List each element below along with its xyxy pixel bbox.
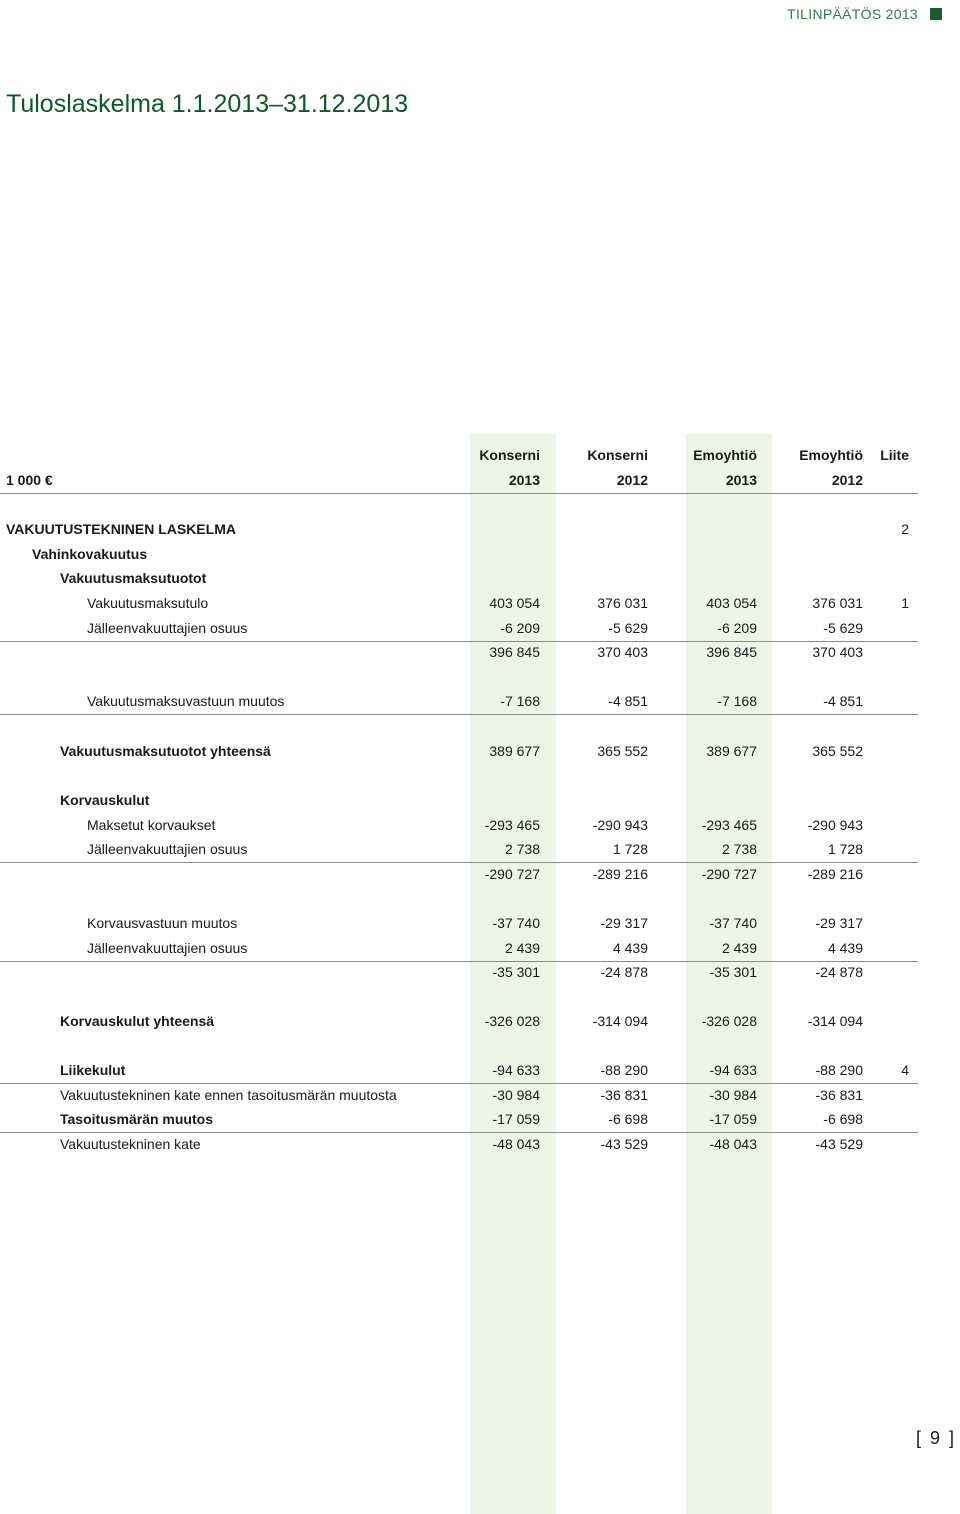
- column-header: Emoyhtiö: [693, 447, 757, 463]
- table-row: [0, 789, 918, 813]
- row-label: Korvauskulut yhteensä: [60, 1013, 215, 1029]
- cell: 396 845: [706, 644, 757, 660]
- cell: -88 290: [815, 1062, 863, 1078]
- cell: -6 698: [823, 1111, 863, 1127]
- page-number: [ 9 ]: [915, 1428, 956, 1448]
- cell: -29 317: [815, 915, 863, 931]
- cell: -88 290: [600, 1062, 648, 1078]
- cell: 1 728: [827, 841, 863, 857]
- cell: 1 728: [612, 841, 648, 857]
- cell: -293 465: [484, 817, 540, 833]
- cell: -48 043: [492, 1136, 540, 1152]
- cell: -290 727: [484, 866, 540, 882]
- report-header: [787, 6, 942, 22]
- table-row: [0, 641, 918, 665]
- cell: -94 633: [492, 1062, 540, 1078]
- cell: -326 028: [484, 1013, 540, 1029]
- cell: -30 984: [709, 1087, 757, 1103]
- cell: -289 216: [592, 866, 648, 882]
- cell: -314 094: [807, 1013, 863, 1029]
- cell: -35 301: [709, 964, 757, 980]
- row-label: VAKUUTUSTEKNINEN LASKELMA: [6, 521, 236, 537]
- cell: 376 031: [812, 595, 863, 611]
- cell: 365 552: [812, 743, 863, 759]
- cell: -6 209: [717, 620, 757, 636]
- cell: -326 028: [701, 1013, 757, 1029]
- row-label: Vakuutusmaksutulo: [87, 595, 209, 611]
- year-header: 2012: [616, 472, 648, 488]
- cell: -48 043: [709, 1136, 757, 1152]
- year-header: 2012: [831, 472, 863, 488]
- column-header: Emoyhtiö: [799, 447, 863, 463]
- table-row: [0, 1133, 918, 1157]
- table-row: [0, 518, 918, 542]
- cell: -7 168: [500, 693, 540, 709]
- note-ref: 2: [901, 521, 909, 537]
- row-label: Jälleenvakuuttajien osuus: [87, 841, 248, 857]
- table-row: [0, 592, 918, 616]
- cell: -17 059: [709, 1111, 757, 1127]
- cell: 365 552: [597, 743, 648, 759]
- row-label: Vahinkovakuutus: [32, 546, 148, 562]
- cell: -6 209: [500, 620, 540, 636]
- cell: -290 943: [592, 817, 648, 833]
- cell: -290 727: [701, 866, 757, 882]
- note-ref: 1: [901, 595, 909, 611]
- cell: -6 698: [608, 1111, 648, 1127]
- cell: -4 851: [823, 693, 863, 709]
- year-header-row: [0, 469, 918, 494]
- row-label: Maksetut korvaukset: [87, 817, 216, 833]
- table-row: [0, 1059, 918, 1084]
- row-label: Vakuutustekninen kate ennen tasoitusmärän muutosta: [60, 1087, 397, 1103]
- table-row: [0, 814, 918, 838]
- table-row: [0, 543, 918, 567]
- table-row: [0, 1084, 918, 1108]
- cell: -30 984: [492, 1087, 540, 1103]
- year-header: 2013: [508, 472, 540, 488]
- cell: 2 439: [721, 940, 757, 956]
- table-row: [0, 690, 918, 715]
- table-row: [0, 863, 918, 887]
- cell: -17 059: [492, 1111, 540, 1127]
- cell: 389 677: [706, 743, 757, 759]
- cell: -37 740: [709, 915, 757, 931]
- cell: -4 851: [608, 693, 648, 709]
- row-label: Korvauskulut: [60, 792, 150, 808]
- table-row: [0, 617, 918, 642]
- cell: -7 168: [717, 693, 757, 709]
- row-label: Korvausvastuun muutos: [87, 915, 238, 931]
- cell: -5 629: [823, 620, 863, 636]
- cell: -5 629: [608, 620, 648, 636]
- cell: -289 216: [807, 866, 863, 882]
- cell: 396 845: [489, 644, 540, 660]
- cell: 2 738: [721, 841, 757, 857]
- table-row: [0, 961, 918, 985]
- cell: -24 878: [600, 964, 648, 980]
- row-label: Vakuutusmaksutuotot yhteensä: [60, 743, 271, 759]
- green-square-icon: [930, 8, 942, 20]
- row-label: Liikekulut: [60, 1062, 126, 1078]
- cell: 4 439: [827, 940, 863, 956]
- row-label: Jälleenvakuuttajien osuus: [87, 620, 248, 636]
- cell: -37 740: [492, 915, 540, 931]
- column-header: Konserni: [479, 447, 540, 463]
- table-row: [0, 838, 918, 863]
- cell: -290 943: [807, 817, 863, 833]
- column-header: Liite: [880, 447, 909, 463]
- cell: 389 677: [489, 743, 540, 759]
- table-row: [0, 937, 918, 962]
- cell: 4 439: [612, 940, 648, 956]
- column-header-row: [0, 444, 918, 468]
- cell: 403 054: [706, 595, 757, 611]
- cell: 2 439: [504, 940, 540, 956]
- cell: -29 317: [600, 915, 648, 931]
- report-label: TILINPÄÄTÖS 2013: [787, 6, 918, 22]
- table-row: [0, 1108, 918, 1133]
- table-row: [0, 740, 918, 764]
- cell: -314 094: [592, 1013, 648, 1029]
- table-row: [0, 912, 918, 936]
- page-title: Tuloslaskelma 1.1.2013–31.12.2013: [6, 90, 409, 118]
- cell: 403 054: [489, 595, 540, 611]
- cell: 370 403: [812, 644, 863, 660]
- unit-label: 1 000 €: [6, 472, 53, 488]
- note-ref: 4: [901, 1062, 909, 1078]
- cell: -35 301: [492, 964, 540, 980]
- cell: -94 633: [709, 1062, 757, 1078]
- row-label: Jälleenvakuuttajien osuus: [87, 940, 248, 956]
- cell: 370 403: [597, 644, 648, 660]
- row-label: Vakuutusmaksutuotot: [60, 570, 207, 586]
- table-row: [0, 1010, 918, 1034]
- row-label: Vakuutustekninen kate: [60, 1136, 201, 1152]
- row-label: Vakuutusmaksuvastuun muutos: [87, 693, 285, 709]
- cell: -43 529: [600, 1136, 648, 1152]
- cell: -24 878: [815, 964, 863, 980]
- cell: 376 031: [597, 595, 648, 611]
- cell: -43 529: [815, 1136, 863, 1152]
- row-label: Tasoitusmärän muutos: [60, 1111, 213, 1127]
- cell: -36 831: [600, 1087, 648, 1103]
- cell: 2 738: [504, 841, 540, 857]
- column-header: Konserni: [587, 447, 648, 463]
- table-row: [0, 567, 918, 591]
- cell: -293 465: [701, 817, 757, 833]
- cell: -36 831: [815, 1087, 863, 1103]
- year-header: 2013: [725, 472, 757, 488]
